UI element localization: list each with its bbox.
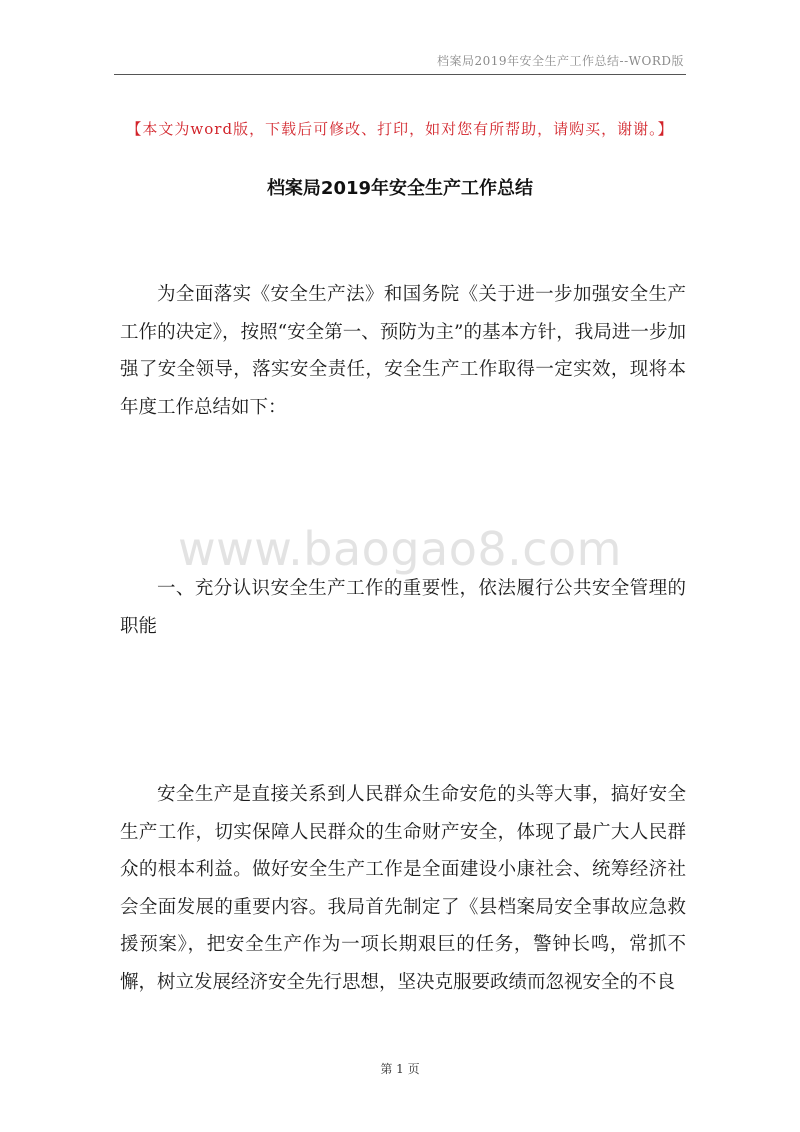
page-number: 第 1 页 <box>380 1062 420 1076</box>
body-paragraph: 安全生产是直接关系到人民群众生命安危的头等大事，搞好安全生产工作，切实保障人民群众的生命财产安全，体现了最广大人民群众的根本利益。做好安全生产工作是全面建设小康社会、统筹经济社会全面发展的重要内容。我局首先制定了《县档案局安全事故应急救援预案》，把安全生产作为一项长期艰巨的任务，警钟长鸣，常抓不懈，树立发展经济安全先行思想，坚决克服要政绩而忽视安全的不良 <box>120 784 686 993</box>
running-header: 档案局2019年安全生产工作总结--WORD版 <box>437 54 684 68</box>
document-title: 档案局2019年安全生产工作总结 <box>266 178 534 199</box>
site-watermark: www.baogao8.com <box>178 522 622 576</box>
purchase-notice: 【本文为word版，下载后可修改、打印，如对您有所帮助，请购买，谢谢。】 <box>126 120 674 138</box>
intro-paragraph: 为全面落实《安全生产法》和国务院《关于进一步加强安全生产工作的决定》，按照“安全第一、预防为主”的基本方针，我局进一步加强了安全领导，落实安全责任，安全生产工作取得一定实效，现将本年度工作总结如下： <box>120 284 686 418</box>
section-heading: 一、充分认识安全生产工作的重要性，依法履行公共安全管理的职能 <box>120 578 686 637</box>
header-divider <box>114 74 686 75</box>
